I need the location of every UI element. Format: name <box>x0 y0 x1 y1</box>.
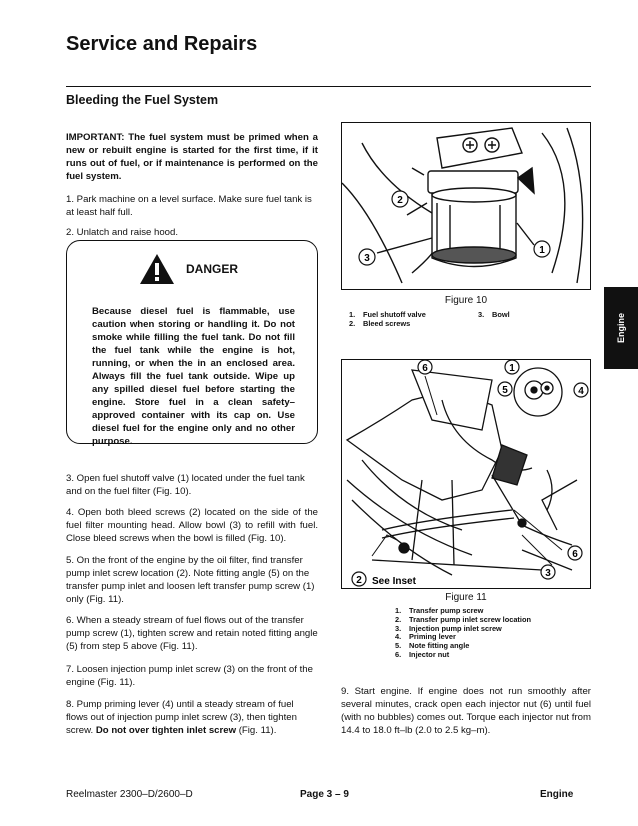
footer-page-number: Page 3 – 9 <box>300 789 349 800</box>
legend-item: 2. Bleed screws <box>349 319 411 328</box>
danger-text: Because diesel fuel is flammable, use caution when storing or handling it. Do not smoke while filling the fuel tank. Do not fill the fuel tank while the engine is hot, running, or when the in an enclosed area. Always fill the fuel tank outside. Wipe up any spilled diesel fuel before starting the engine. Store fuel in a clean safety–approved container with its cap on. Use diesel fuel for the engine only and no other purpose. <box>92 305 295 447</box>
footer-model: Reelmaster 2300–D/2600–D <box>66 789 193 800</box>
step-9: 9. Start engine. If engine does not run smoothly after several minutes, crack open each injector nut (6) until fuel (with no bubbles) comes out. Torque each injector nut from 14.4 to 18.0 ft–lb (2.0 to 2.5 kg–m). <box>341 685 591 736</box>
fig10-callout-2: 2 <box>397 195 403 206</box>
figure-11-legend <box>395 607 595 660</box>
danger-title: DANGER <box>186 262 239 276</box>
step-2: 2. Unlatch and raise hood. <box>66 226 179 238</box>
step-8-ref: (Fig. 11). <box>236 724 277 736</box>
fig11-callout-6-top: 6 <box>422 363 428 374</box>
figure-11 <box>341 359 591 589</box>
fig11-callout-4: 4 <box>578 386 584 397</box>
important-note: IMPORTANT: The fuel system must be primed when a new or rebuilt engine is started for the first time, if it runs out of fuel, or if maintenance is performed on the fuel system. <box>66 131 318 182</box>
legend-item: 3. Injection pump inlet screw <box>395 623 502 633</box>
legend-item: 1. Transfer pump screw <box>395 606 484 615</box>
engine-front-illustration <box>342 360 590 588</box>
step-1: 1. Park machine on a level surface. Make sure fuel tank is at least half full. <box>66 193 312 218</box>
figure-10 <box>341 122 591 290</box>
title-rule <box>66 86 591 87</box>
section-heading: Bleeding the Fuel System <box>66 93 219 107</box>
fig11-callout-6-right: 6 <box>572 549 578 560</box>
legend-item: 4. Priming lever <box>395 632 456 642</box>
warning-triangle-icon <box>138 252 176 286</box>
legend-item: 1. Fuel shutoff valve <box>349 310 426 319</box>
fig10-callout-1: 1 <box>539 245 545 256</box>
fig10-callout-3: 3 <box>364 253 370 264</box>
step-6: 6. When a steady stream of fuel flows out of the transfer pump screw (1), tighten screw and retain noted fitting angle (5) from step 5 above (Fig. 11). <box>66 614 318 652</box>
step-8-text: 8. Pump priming lever (4) until a steady stream of fuel flows out of injection pump inlet screw (3), then tighten screw. <box>66 698 297 736</box>
figure-10-caption: Figure 10 <box>444 295 488 306</box>
step-5: 5. On the front of the engine by the oil filter, find transfer pump inlet screw location (2). Note fitting angle (5) on the transfer pump inlet and loosen left transfer pump screw (1) only (Fig. 11). <box>66 554 315 605</box>
step-8 <box>66 698 318 737</box>
section-tab-label: Engine <box>615 312 626 344</box>
fig11-callout-2: 2 <box>356 575 362 586</box>
step-3: 3. Open fuel shutoff valve (1) located under the fuel tank and on the fuel filter (Fig. 10). <box>66 472 305 497</box>
footer-section: Engine <box>540 789 574 800</box>
fig11-callout-3: 3 <box>545 568 551 579</box>
legend-item: 2. Transfer pump inlet screw location <box>395 614 531 624</box>
page-title: Service and Repairs <box>66 33 258 55</box>
step-4: 4. Open both bleed screws (2) located on the side of the fuel filter mounting head. Allow bowl (3) to refill with fuel. Close bleed screws when the bowl is filled (Fig. 10). <box>66 506 318 544</box>
see-inset-label: See Inset <box>372 576 416 587</box>
fig11-callout-5: 5 <box>502 385 508 396</box>
fuel-filter-illustration <box>342 123 590 289</box>
step-7: 7. Loosen injection pump inlet screw (3) on the front of the engine (Fig. 11). <box>66 663 313 688</box>
step-8-warning: Do not over tighten inlet screw <box>95 724 237 736</box>
legend-item: 3. Bowl <box>478 310 510 319</box>
legend-item: 6. Injector nut <box>395 649 450 659</box>
figure-11-caption: Figure 11 <box>445 592 487 603</box>
fig11-callout-1: 1 <box>509 363 515 374</box>
legend-item: 5. Note fitting angle <box>395 641 470 651</box>
